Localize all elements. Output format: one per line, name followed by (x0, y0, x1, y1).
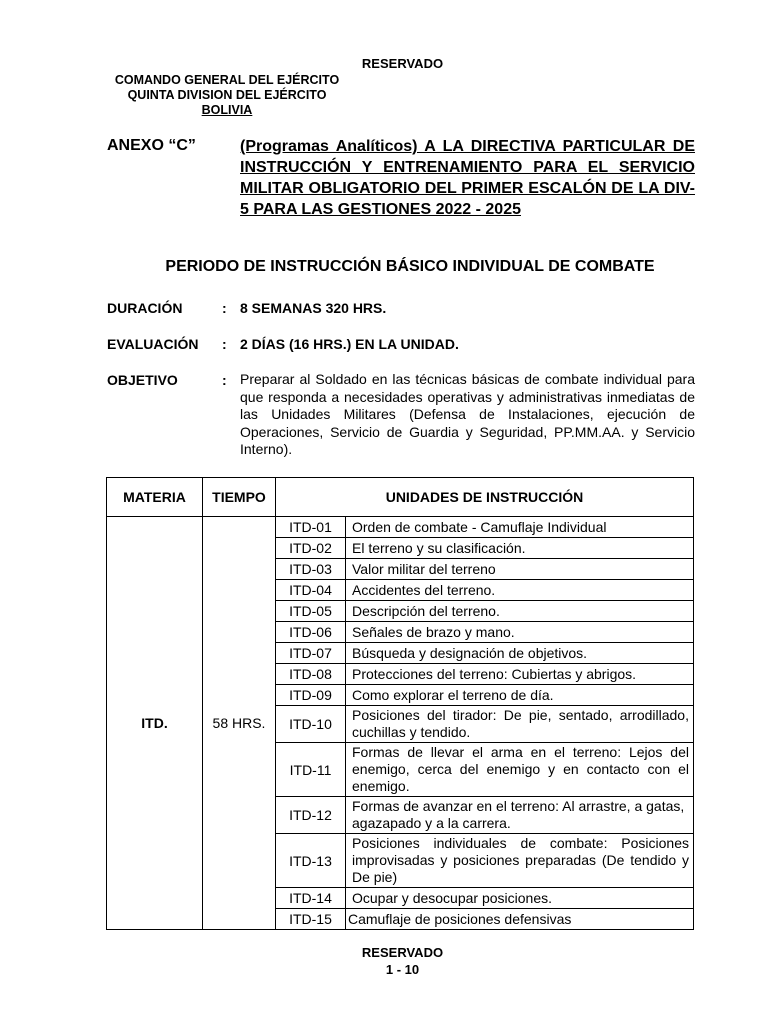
header-unidades: UNIDADES DE INSTRUCCIÓN (276, 478, 694, 517)
unit-desc: Orden de combate - Camuflaje Individual (346, 517, 694, 538)
classification-footer: RESERVADO (361, 945, 444, 960)
unit-code: ITD-14 (276, 888, 346, 909)
unit-code: ITD-12 (276, 797, 346, 834)
evaluacion-value: 2 DÍAS (16 HRS.) EN LA UNIDAD. (240, 336, 459, 352)
tiempo-cell: 58 HRS. (203, 517, 276, 930)
duracion-label: DURACIÓN (107, 300, 183, 316)
unit-desc: Posiciones individuales de combate: Posiciones improvisadas y posiciones preparadas (De tendido y De pie) (346, 834, 694, 888)
objetivo-colon: : (222, 372, 227, 388)
org-line-2: QUINTA DIVISION DEL EJÉRCITO (127, 88, 327, 102)
objetivo-label: OBJETIVO (107, 372, 178, 388)
unit-desc: Protecciones del terreno: Cubiertas y abrigos. (346, 664, 694, 685)
unit-code: ITD-05 (276, 601, 346, 622)
header-tiempo: TIEMPO (203, 478, 276, 517)
objetivo-value: Preparar al Soldado en las técnicas básicas de combate individual para que responda a necesidades operativas y administrativas inmediatas de las Unidades Militares (Defensa de Instalaciones, ejecución de Operaciones, Servicio de Guardia y Seguridad, PP.MM.AA. y Servicio Interno). (240, 371, 695, 457)
unit-desc: Búsqueda y designación de objetivos. (346, 643, 694, 664)
unit-code: ITD-02 (276, 538, 346, 559)
evaluacion-colon: : (222, 336, 227, 352)
unit-code: ITD-15 (276, 909, 346, 930)
classification-header: RESERVADO (361, 56, 444, 71)
unit-desc: Formas de llevar el arma en el terreno: Lejos del enemigo, cerca del enemigo y en contacto con el enemigo. (346, 743, 694, 797)
unit-desc: Señales de brazo y mano. (346, 622, 694, 643)
unit-desc: Camuflaje de posiciones defensivas (346, 909, 694, 930)
unit-code: ITD-08 (276, 664, 346, 685)
org-country: BOLIVIA (201, 103, 253, 117)
unit-desc: Accidentes del terreno. (346, 580, 694, 601)
unit-desc: Formas de avanzar en el terreno: Al arrastre, a gatas, agazapado y a la carrera. (346, 797, 694, 834)
unit-desc: Descripción del terreno. (346, 601, 694, 622)
org-line-1: COMANDO GENERAL DEL EJÉRCITO (114, 73, 340, 87)
table-header-row (107, 478, 694, 517)
period-title: PERIODO DE INSTRUCCIÓN BÁSICO INDIVIDUAL DE COMBATE (165, 258, 655, 275)
page-number: 1 - 10 (385, 962, 420, 977)
materia-cell: ITD. (107, 517, 203, 930)
org-line-3 (104, 103, 350, 118)
unit-code: ITD-07 (276, 643, 346, 664)
unit-desc: Como explorar el terreno de día. (346, 685, 694, 706)
unit-code: ITD-01 (276, 517, 346, 538)
instruction-table (106, 477, 694, 930)
annex-title: (Programas Analíticos) A LA DIRECTIVA PARTICULAR DE INSTRUCCIÓN Y ENTRENAMIENTO PARA EL SERVICIO MILITAR OBLIGATORIO DEL PRIMER ESCALÓN DE LA DIV-5 PARA LAS GESTIONES 2022 - 2025 (240, 138, 695, 218)
unit-code: ITD-09 (276, 685, 346, 706)
unit-code: ITD-04 (276, 580, 346, 601)
duracion-colon: : (222, 300, 227, 316)
unit-desc: Valor militar del terreno (346, 559, 694, 580)
unit-code: ITD-06 (276, 622, 346, 643)
unit-desc: Ocupar y desocupar posiciones. (346, 888, 694, 909)
unit-code: ITD-11 (276, 743, 346, 797)
header-materia: MATERIA (107, 478, 203, 517)
table-row (107, 517, 694, 538)
unit-desc: El terreno y su clasificación. (346, 538, 694, 559)
annex-label: ANEXO “C” (107, 137, 196, 154)
unit-desc: Posiciones del tirador: De pie, sentado, arrodillado, cuchillas y tendido. (346, 706, 694, 743)
unit-code: ITD-03 (276, 559, 346, 580)
evaluacion-label: EVALUACIÓN (107, 336, 199, 352)
unit-code: ITD-13 (276, 834, 346, 888)
duracion-value: 8 SEMANAS 320 HRS. (240, 300, 387, 316)
unit-code: ITD-10 (276, 706, 346, 743)
